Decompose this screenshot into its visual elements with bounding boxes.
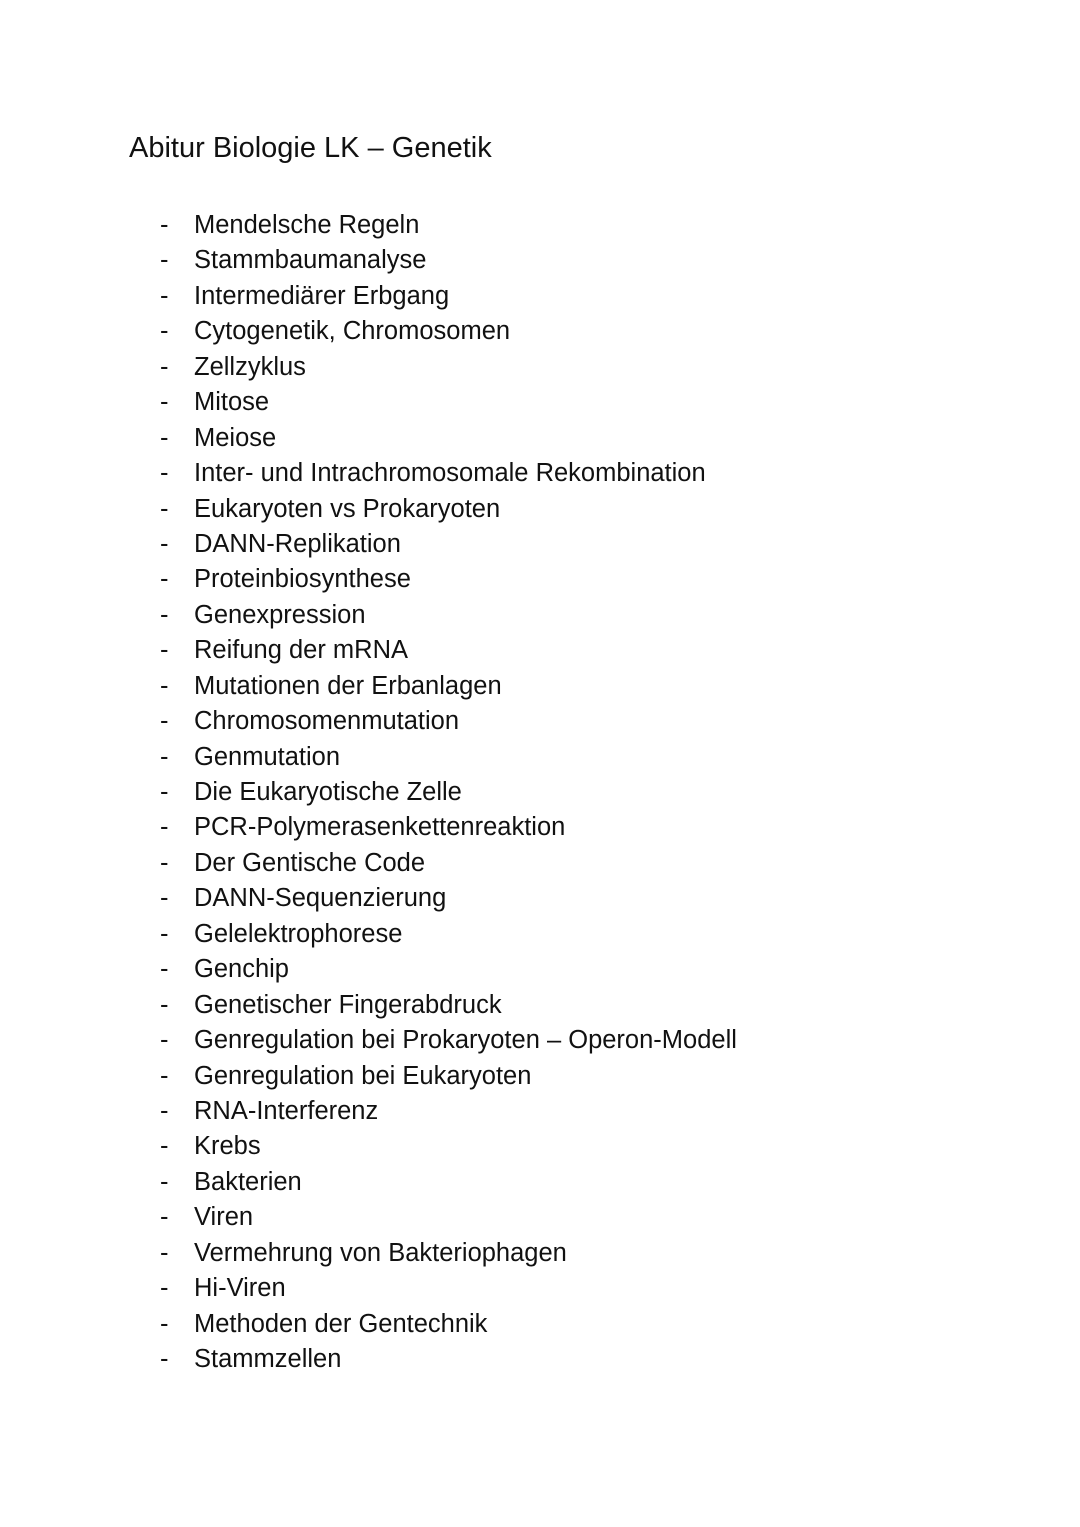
topic-text: Cytogenetik, Chromosomen (194, 317, 511, 346)
bullet-dash: - (160, 246, 169, 275)
bullet-dash: - (160, 919, 169, 948)
bullet-dash: - (160, 352, 169, 381)
topic-text: DANN-Sequenzierung (194, 884, 447, 913)
topic-text: Intermediärer Erbgang (194, 281, 450, 310)
bullet-dash: - (160, 955, 169, 984)
bullet-dash: - (160, 1309, 169, 1338)
topic-text: Hi-Viren (194, 1274, 286, 1303)
topic-text: Zellzyklus (194, 352, 306, 381)
bullet-dash: - (160, 884, 169, 913)
topic-text: Krebs (194, 1132, 261, 1161)
bullet-dash: - (160, 1026, 169, 1055)
topic-text: Bakterien (194, 1167, 302, 1196)
topic-text: Eukaryoten vs Prokaryoten (194, 494, 501, 523)
topic-text: Inter- und Intrachromosomale Rekombination (194, 459, 706, 488)
bullet-dash: - (160, 1061, 169, 1090)
bullet-dash: - (160, 1345, 169, 1373)
topic-text: Stammbaumanalyse (194, 246, 427, 275)
topic-text: Mitose (194, 388, 270, 417)
bullet-dash: - (160, 423, 169, 452)
bullet-dash: - (160, 565, 169, 594)
topic-text: Genchip (194, 955, 289, 984)
topic-text: Mutationen der Erbanlagen (194, 671, 502, 700)
topic-text: Viren (194, 1203, 254, 1232)
topic-text: Die Eukaryotische Zelle (194, 778, 462, 806)
topic-text: RNA-Interferenz (194, 1096, 379, 1125)
bullet-dash: - (160, 848, 169, 877)
topic-text: Methoden der Gentechnik (194, 1309, 488, 1338)
topic-text: DANN-Replikation (194, 529, 401, 558)
bullet-dash: - (160, 742, 169, 771)
bullet-dash: - (160, 1238, 169, 1267)
bullet-dash: - (160, 813, 169, 842)
bullet-dash: - (160, 671, 169, 700)
bullet-dash: - (160, 990, 169, 1019)
topic-text: Mendelsche Regeln (194, 211, 420, 239)
bullet-dash: - (160, 600, 169, 629)
bullet-dash: - (160, 388, 169, 417)
bullet-dash: - (160, 1203, 169, 1232)
topic-text: PCR-Polymerasenkettenreaktion (194, 813, 566, 842)
bullet-dash: - (160, 529, 169, 558)
bullet-dash: - (160, 1274, 169, 1303)
bullet-dash: - (160, 1167, 169, 1196)
topic-text: Gelelektrophorese (194, 919, 403, 948)
bullet-dash: - (160, 636, 169, 665)
topic-text: Reifung der mRNA (194, 636, 408, 665)
bullet-dash: - (160, 211, 169, 239)
topic-text: Stammzellen (194, 1345, 342, 1373)
bullet-dash: - (160, 1096, 169, 1125)
topic-text: Vermehrung von Bakteriophagen (194, 1238, 567, 1267)
bullet-dash: - (160, 281, 169, 310)
topic-text: Genmutation (194, 742, 341, 771)
topic-text: Der Gentische Code (194, 848, 426, 877)
topic-text: Genregulation bei Prokaryoten – Operon-Modell (194, 1026, 737, 1055)
bullet-dash: - (160, 317, 169, 346)
bullet-dash: - (160, 778, 169, 806)
bullet-dash: - (160, 707, 169, 736)
topic-text: Genregulation bei Eukaryoten (194, 1061, 532, 1090)
topic-text: Genetischer Fingerabdruck (194, 990, 502, 1019)
page-title: Abitur Biologie LK – Genetik (129, 132, 492, 164)
bullet-dash: - (160, 1132, 169, 1161)
bullet-dash: - (160, 459, 169, 488)
topic-text: Proteinbiosynthese (194, 565, 411, 594)
bullet-dash: - (160, 494, 169, 523)
topic-text: Meiose (194, 423, 277, 452)
topic-text: Genexpression (194, 600, 366, 629)
topic-text: Chromosomenmutation (194, 707, 460, 736)
